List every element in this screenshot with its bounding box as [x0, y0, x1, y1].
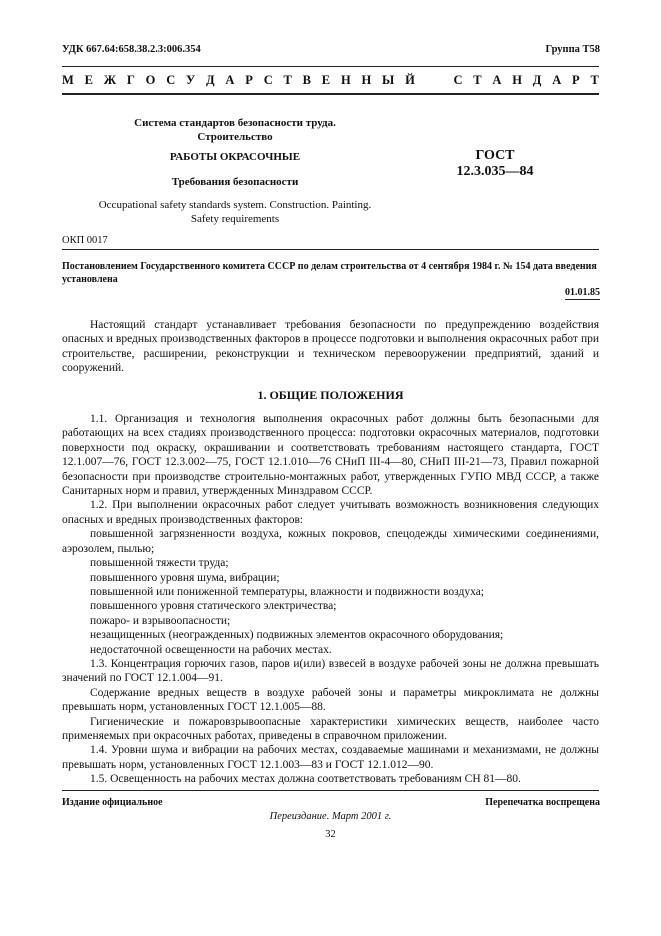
gost-label: ГОСТ	[475, 148, 515, 163]
document-body	[62, 318, 599, 787]
introduction-date: 01.01.85	[565, 287, 600, 298]
banner-letter: О	[145, 73, 156, 87]
factor-item: пожаро- и взрывоопасности;	[90, 614, 231, 627]
factor-item: повышенной загрязненности воздуха, кожных покровов, спецодежды химическими соединениями, аэрозолем, пылью;	[62, 528, 599, 555]
intro-paragraph: Настоящий стандарт устанавливает требования безопасности по предупреждению воздействия опасных и вредных производственных факторов в процессе подготовки и выполнения окрасочных работ при строительстве, расширении, реконструкции и техническом перевооружении предприятий, зданий и сооружений.	[62, 319, 599, 375]
clause-1-3-b: Содержание вредных веществ в воздухе рабочей зоны и параметры микроклимата не должны превышать норм, установленных ГОСТ 12.1.005—88.	[62, 686, 599, 714]
factor-item: повышенного уровня статического электричества;	[90, 600, 337, 613]
standards-system-line2: Строительство	[197, 131, 273, 143]
top-rule	[62, 66, 599, 67]
banner-letter: Е	[321, 73, 331, 87]
banner-letter: Т	[283, 73, 292, 87]
banner-letter: С	[166, 73, 176, 87]
banner-letter: Е	[84, 73, 93, 87]
clause-1-3-c: Гигиенические и пожаровзрывоопасные характеристики химических веществ, наиболее часто применяемых при окрасочных работах, приведены в справочном приложении.	[62, 715, 599, 742]
clause-1-1: 1.1. Организация и технология выполнения окрасочных работ должны быть безопасными для работающих на всех стадиях производственного процесса: подготовки окрасочных материалов, подготовки поверхности под окраску, окрашивании и соответствовать требованиям настоящего стандарта, ГОСТ 12.1.007—76, ГОСТ 12.3.002—75, ГОСТ 12.1.010—76 СНиП III-4—80, СНиП III-21—73, Правил пожарной безопасности при производстве строительно-монтажных работ, утвержденных ГУПО МВД СССР, а также Санитарных норм и правил, утвержденных Минздравом СССР.	[62, 413, 599, 498]
clause-1-2: 1.2. При выполнении окрасочных работ следует учитывать возможность возникновения следующих опасных и вредных производственных факторов:	[62, 499, 599, 526]
banner-letter	[426, 73, 429, 88]
decree-text: Постановлением Государственного комитета СССР по делам строительства от 4 сентября 1984 г. № 154 дата введения установлена	[62, 261, 597, 285]
gost-designation	[430, 148, 560, 180]
banner-letter: Д	[206, 73, 215, 87]
clause-1-5: 1.5. Освещенность на рабочих местах должна соответствовать требованиям СН 81—80.	[90, 773, 521, 786]
banner-letter: Ы	[382, 73, 395, 87]
reissue-note: Переиздание. Март 2001 г.	[269, 811, 392, 822]
udk-code: УДК 667.64:658.38.2.3:006.354	[62, 44, 201, 55]
banner-letter: Т	[473, 73, 482, 87]
banner-letter	[440, 73, 443, 88]
banner-rule	[62, 93, 599, 95]
banner-letter: У	[186, 73, 196, 87]
banner-letter: А	[225, 73, 235, 87]
standards-system-line1: Система стандартов безопасности труда.	[134, 117, 336, 129]
english-title	[85, 198, 385, 226]
banner-letter: В	[302, 73, 311, 87]
gost-number: 12.3.035—84	[456, 164, 534, 179]
clause-1-4: 1.4. Уровни шума и вибрации на рабочих местах, создаваемые машинами и механизмами, не должны превышать норм, установленных ГОСТ 12.1.003—83 и ГОСТ 12.1.012—90.	[62, 744, 599, 771]
banner-letter: Н	[361, 73, 372, 87]
reprint-forbidden: Перепечатка воспрещена	[485, 797, 600, 808]
document-subtitle: Требования безопасности	[171, 176, 299, 188]
banner-letter: М	[62, 73, 74, 87]
interstate-standard-banner	[62, 73, 599, 88]
banner-letter: С	[263, 73, 273, 87]
banner-letter: А	[552, 73, 562, 87]
banner-letter: С	[453, 73, 463, 87]
banner-letter: А	[492, 73, 502, 87]
factor-item: повышенной тяжести труда;	[90, 557, 229, 570]
section-heading: 1. ОБЩИЕ ПОЛОЖЕНИЯ	[257, 387, 404, 402]
page-number: 32	[325, 829, 336, 840]
banner-letter: Н	[340, 73, 351, 87]
banner-letter: Ж	[103, 73, 117, 87]
factor-item: повышенного уровня шума, вибрации;	[90, 571, 280, 584]
banner-letter: Й	[405, 73, 415, 87]
footer-rule	[62, 790, 599, 791]
banner-letter: Г	[126, 73, 135, 87]
standards-system	[85, 116, 385, 144]
group-code: Группа Т58	[545, 44, 600, 55]
factor-item: повышенной или пониженной температуры, влажности и подвижности воздуха;	[90, 585, 484, 598]
okp-code: ОКП 0017	[62, 235, 108, 246]
factor-item: недостаточной освещенности на рабочих местах.	[90, 643, 332, 656]
factor-item: незащищенных (неогражденных) подвижных элементов окрасочного оборудования;	[90, 629, 504, 642]
banner-letter: Р	[572, 73, 580, 87]
document-title: РАБОТЫ ОКРАСОЧНЫЕ	[169, 151, 301, 163]
banner-letter: Т	[590, 73, 599, 87]
clause-1-3: 1.3. Концентрация горючих газов, паров и(или) взвесей в воздухе рабочей зоны не должна превышать значений по ГОСТ 12.1.004—91.	[62, 657, 599, 685]
english-title-line2: Safety requirements	[190, 213, 280, 225]
official-edition: Издание официальное	[62, 797, 163, 808]
banner-letter: Д	[532, 73, 542, 87]
okp-rule	[62, 249, 599, 250]
english-title-line1: Occupational safety standards system. Construction. Painting.	[98, 199, 372, 211]
banner-letter: Р	[245, 73, 253, 87]
banner-letter: Н	[512, 73, 522, 87]
